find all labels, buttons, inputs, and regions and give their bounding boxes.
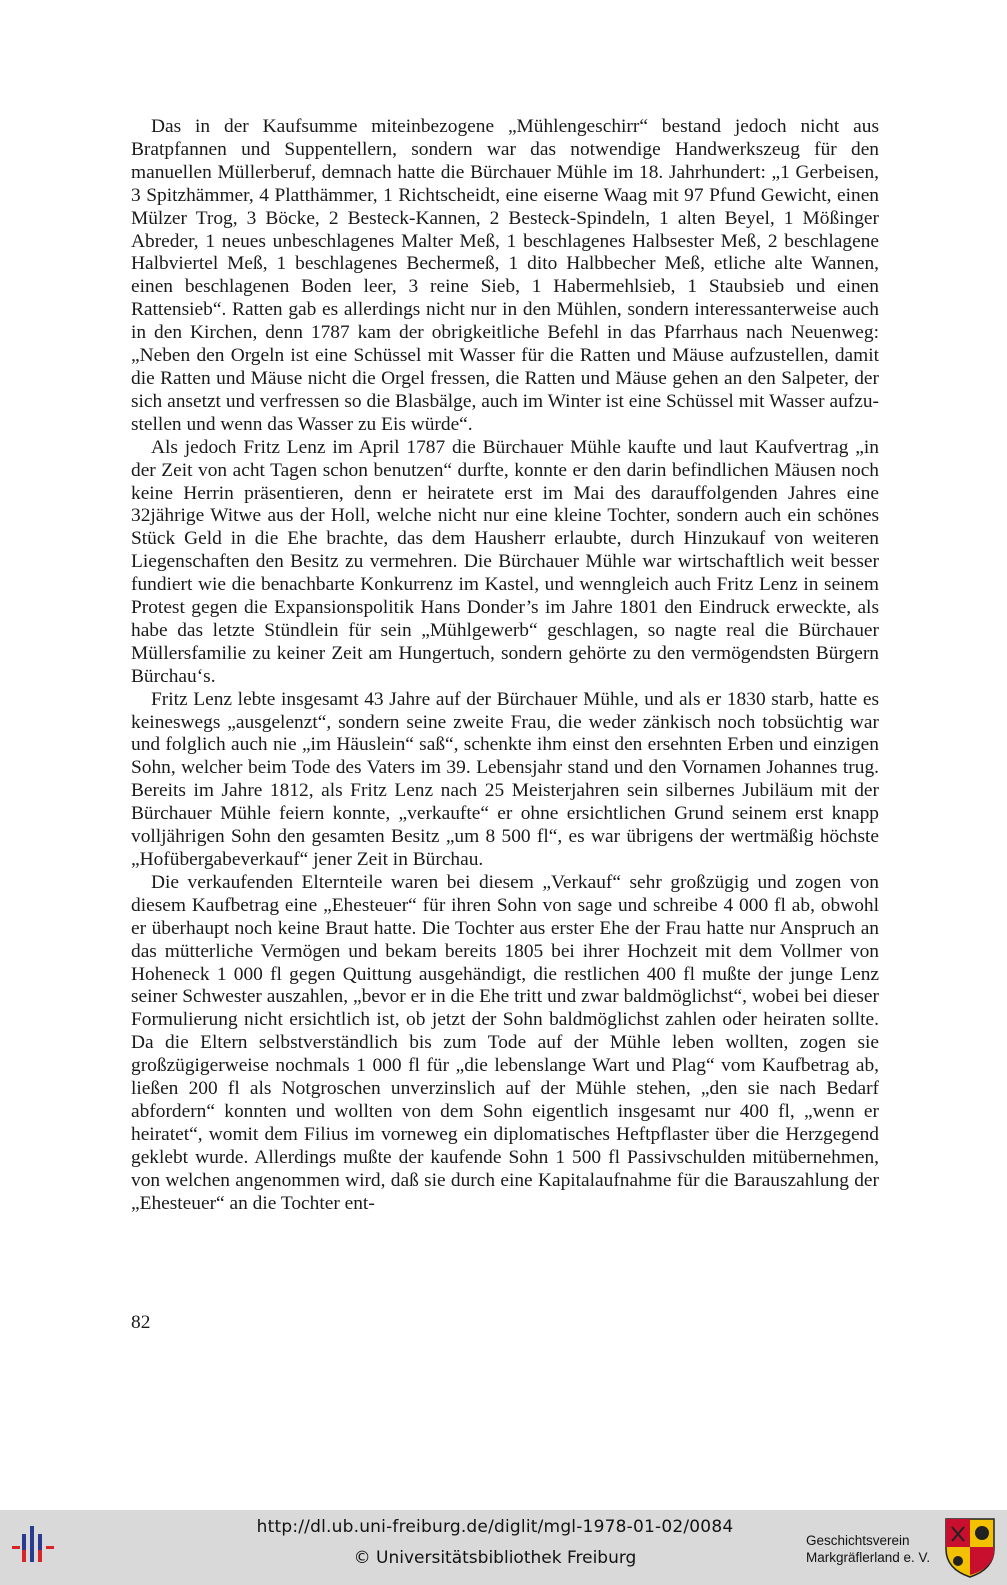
body-text <box>131 116 879 1216</box>
paragraph-1: Das in der Kaufsumme miteinbezogene „Mühlengeschirr“ bestand jedoch nicht aus Bratpfannen und Suppentellern, sondern war das notwendige Handwerkszeug für den manuellen Müllerberuf, demnach hatte die Bürchauer Mühle im 18. Jahrhundert: „1 Gerbeisen, 3 Spitzhämmer, 4 Platthämmer, 1 Richtscheidt, eine eiserne Waag mit 97 Pfund Gewicht, einen Mülzer Trog, 3 Böcke, 2 Besteck-Kannen, 2 Besteck-Spindeln, 1 alten Beyel, 1 Mößinger Abreder, 1 neues unbeschlagenes Malter Meß, 1 beschlagenes Halbsester Meß, 2 beschlagene Halbviertel Meß, 1 beschlagenes Bechermeß, 1 dito Halbbecher Meß, etliche alte Wannen, einen beschlagenen Boden leer, 3 reine Sieb, 1 Habermehlsieb, 1 Staubsieb und einen Rattensieb“. Ratten gab es allerdings nicht nur in den Mühlen, sondern interessanterweise auch in den Kirchen, denn 1787 kam der obrigkeitliche Befehl in das Pfarrhaus nach Neuenweg: „Neben den Orgeln ist eine Schüssel mit Wasser für die Ratten und Mäuse aufzustellen, damit die Ratten und Mäuse nicht die Orgel fressen, die Ratten und Mäuse gehen an den Salpeter, der sich ansetzt und verfressen so die Blasbälge, auch im Winter ist eine Schüssel mit Wasser aufzustellen und wenn das Wasser zu Eis würde“. <box>131 116 879 435</box>
paragraph-4: Die verkaufenden Elternteile waren bei diesem „Verkauf“ sehr großzügig und zogen von diesem Kaufbetrag eine „Ehesteuer“ für ihren Sohn von sage und schreibe 4 000 fl ab, obwohl er überhaupt noch keine Braut hatte. Die Tochter aus erster Ehe der Frau hatte nur Anspruch an das mütterliche Vermögen und bekam bereits 1805 bei ihrer Hochzeit mit dem Vollmer von Hoheneck 1 000 fl gegen Quittung ausgehändigt, die restlichen 400 fl mußte der junge Lenz seiner Schwester auszahlen, „bevor er in die Ehe tritt und zwar baldmöglichst“, wobei bei dieser Formulierung nicht ersichtlich ist, ob jetzt der Sohn baldmöglichst zahlen oder heiraten sollte. Da die Eltern selbstverständlich bis zum Tode auf der Mühle leben wollten, zogen sie großzügigerweise nochmals 1 000 fl für „die lebenslange Wart und Plag“ vom Kaufbetrag ab, ließen 200 fl als Notgroschen unverzinslich auf der Mühle stehen, „den sie nach Bedarf abfordern“ konnten und wollten von dem Sohn eigentlich insgesamt nur 400 fl, „wenn er heiratet“, womit dem Filius im vorneweg ein diplomatisches Heftpflaster über die Herzgegend geklebt wurde. Allerdings mußte der kaufende Sohn 1 500 fl Passivschulden mitübernehmen, von welchen angenommen wird, daß sie durch eine Kapitalaufnahme für die Barauszahlung der „Ehesteuer“ an die Tochter ent- <box>131 871 879 1214</box>
society-line-2: Markgräflerland e. V. <box>806 1550 931 1565</box>
paragraph-3: Fritz Lenz lebte insgesamt 43 Jahre auf der Bürchauer Mühle, und als er 1830 starb, hatte es keineswegs „ausgelenzt“, sondern seine zweite Frau, die weder zänkisch noch tobsüchtig war und folglich auch nie „im Häuslein“ saß“, schenkte ihm einst den ersehnten Erben und einzigen Sohn, welcher beim Tode des Vaters im 39. Lebensjahr stand und den Vornamen Johannes trug. Bereits im Jahre 1812, als Fritz Lenz nach 25 Meisterjahren sein silbernes Jubiläum mit der Bürchauer Mühle feiern konnte, „verkaufte“ er ohne ersichtlichen Grund seinem erst knapp volljährigen Sohn den gesamten Besitz „um 8 500 fl“, es war übrigens der wertmäßig höchste „Hofübergabeverkauf“ jener Zeit in Bürchau. <box>131 688 879 870</box>
coat-of-arms-icon <box>944 1517 996 1579</box>
copyright-notice: © Universitätsbibliothek Freiburg <box>353 1548 637 1568</box>
paragraph-2: Als jedoch Fritz Lenz im April 1787 die Bürchauer Mühle kaufte und laut Kaufvertrag „in der Zeit von acht Tagen schon benutzen“ durfte, konnte er den darin befindlichen Mäusen noch keine Herrin präsentieren, denn er heiratete erst im Mai des darauffolgenden Jahres eine 32jährige Witwe aus der Holl, welche nicht nur eine kleine Tochter, sondern auch ein schönes Stück Geld in die Ehe brachte, das dem Hausherr erlaubte, durch Hinzukauf von weiteren Liegenschaften den Besitz zu vermehren. Die Bürchauer Mühle war wirtschaftlich weit besser fundiert wie die benachbarte Konkurrenz im Kastel, und wenngleich auch Fritz Lenz in seinem Protest gegen die Expansionspolitik Hans Donder’s im Jahre 1801 den Eindruck erweckte, als habe das letzte Stündlein für sein „Mühlgewerb“ geschlagen, so nagte real die Bürchauer Müllersfamilie zu keiner Zeit am Hungertuch, sondern gehörte zu den vermögendsten Bürgern Bürchau‘s. <box>131 436 879 687</box>
society-name <box>806 1532 956 1566</box>
university-library-logo-icon <box>12 1524 64 1568</box>
permalink-url[interactable]: http://dl.ub.uni-freiburg.de/diglit/mgl-1978-01-02/0084 <box>256 1517 734 1537</box>
society-line-1: Geschichtsverein <box>806 1533 910 1548</box>
page-number: 82 <box>131 1312 151 1333</box>
